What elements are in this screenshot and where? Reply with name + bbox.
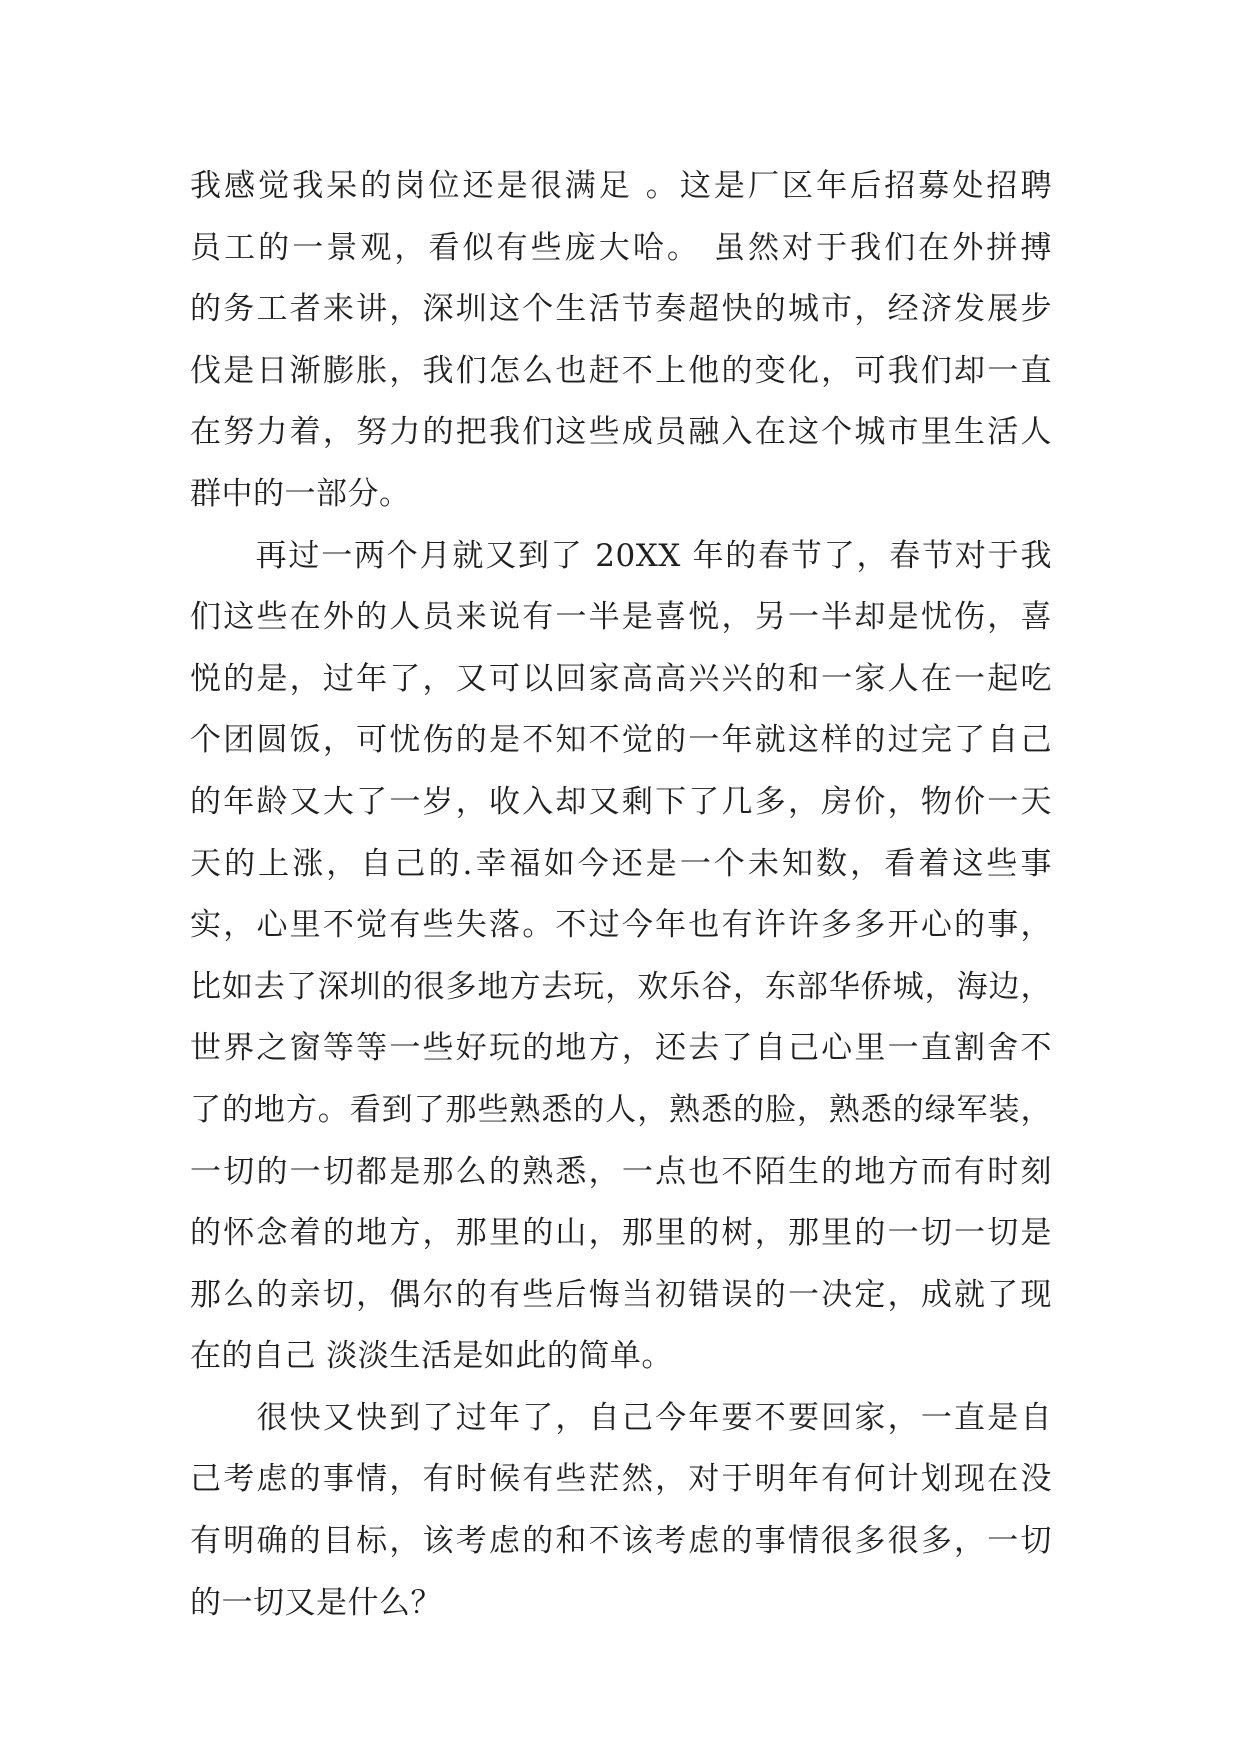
text-line: 群中的一部分。 [190, 475, 411, 512]
text-line: 那么的亲切，偶尔的有些后悔当初错误的一决定，成就了现 [190, 1276, 1052, 1313]
text-line: 很快又快到了过年了，自己今年要不要回家，一直是自 [190, 1399, 1052, 1436]
document-body [190, 156, 1052, 1634]
paragraph-1 [190, 156, 1052, 526]
text-line: 一切的一切都是那么的熟悉，一点也不陌生的地方而有时刻 [190, 1153, 1052, 1190]
text-line: 有明确的目标，该考虑的和不该考虑的事情很多很多，一切 [190, 1523, 1052, 1560]
text-line: 在的自己 淡淡生活是如此的简单。 [190, 1338, 673, 1375]
text-line: 们这些在外的人员来说有一半是喜悦，另一半却是忧伤，喜 [190, 599, 1052, 636]
text-line: 天的上涨，自己的.幸福如今还是一个未知数，看着这些事 [190, 845, 1052, 882]
text-line: 悦的是，过年了，又可以回家高高兴兴的和一家人在一起吃 [190, 660, 1052, 697]
text-line: 的年龄又大了一岁，收入却又剩下了几多，房价，物价一天 [190, 783, 1052, 820]
text-line: 伐是日渐膨胀，我们怎么也赶不上他的变化，可我们却一直 [190, 352, 1052, 389]
paragraph-3 [190, 1388, 1052, 1634]
text-line: 的怀念着的地方，那里的山，那里的树，那里的一切一切是 [190, 1215, 1052, 1252]
text-line: 在努力着，努力的把我们这些成员融入在这个城市里生活人 [190, 414, 1052, 451]
text-line: 比如去了深圳的很多地方去玩，欢乐谷，东部华侨城，海边， [190, 968, 1052, 1005]
text-line: 员工的一景观，看似有些庞大哈。 虽然对于我们在外拼搏 [190, 229, 1052, 266]
text-line: 了的地方。看到了那些熟悉的人，熟悉的脸，熟悉的绿军装， [190, 1091, 1052, 1128]
text-line: 己考虑的事情，有时候有些茫然，对于明年有何计划现在没 [190, 1461, 1052, 1498]
text-line: 世界之窗等等一些好玩的地方，还去了自己心里一直割舍不 [190, 1030, 1052, 1067]
text-line: 实，心里不觉有些失落。不过今年也有许许多多开心的事， [190, 907, 1052, 944]
text-line: 的一切又是什么？ [190, 1584, 442, 1621]
text-line: 的务工者来讲，深圳这个生活节奏超快的城市，经济发展步 [190, 291, 1052, 328]
text-line: 个团圆饭，可忧伤的是不知不觉的一年就这样的过完了自己 [190, 722, 1052, 759]
text-line: 我感觉我呆的岗位还是很满足 。这是厂区年后招募处招聘 [190, 168, 1052, 204]
text-line: 再过一两个月就又到了 20XX 年的春节了，春节对于我 [190, 537, 1052, 574]
paragraph-2 [190, 526, 1052, 1388]
